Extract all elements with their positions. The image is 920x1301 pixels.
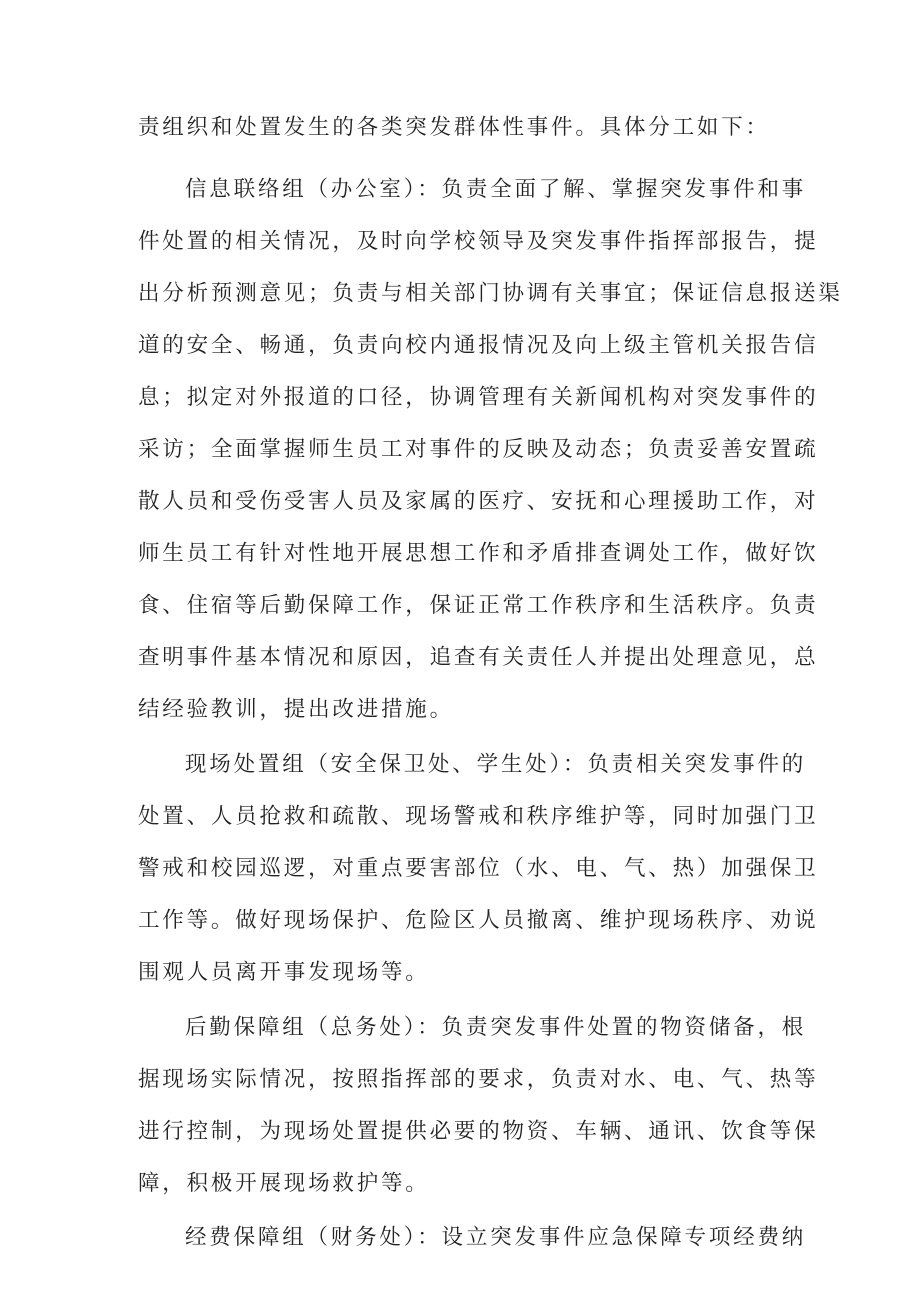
text-line: 结经验教训，提出改进措施。 [138,697,454,722]
text-line: 食、住宿等后勤保障工作，保证正常工作秩序和生活秩序。负责 [138,593,819,618]
text-line: 查明事件基本情况和原因，追查有关责任人并提出处理意见，总 [138,645,819,670]
text-line: 据现场实际情况，按照指挥部的要求，负责对水、电、气、热等 [138,1067,819,1092]
text-line: 工作等。做好现场保护、危险区人员撤离、维护现场秩序、劝说 [138,908,819,933]
text-line: 师生员工有针对性地开展思想工作和矛盾排查调处工作，做好饮 [138,541,819,566]
text-line: 息；拟定对外报道的口径，协调管理有关新闻机构对突发事件的 [138,385,819,410]
paragraph-xinxi-first-line: 信息联络组（办公室）：负责全面了解、掌握突发事件和事 [185,177,807,202]
text-line: 散人员和受伤受害人员及家属的医疗、安抚和心理援助工作，对 [138,489,819,514]
text-line: 责组织和处置发生的各类突发群体性事件。具体分工如下： [138,115,770,140]
text-line: 件处置的相关情况，及时向学校领导及突发事件指挥部报告，提 [138,229,819,254]
text-line: 处置、人员抢救和疏散、现场警戒和秩序维护等，同时加强门卫 [138,804,819,829]
text-line: 警戒和校园巡逻，对重点要害部位（水、电、气、热）加强保卫 [138,856,819,881]
paragraph-jingfei-first-line: 经费保障组（财务处）：设立突发事件应急保障专项经费纳 [185,1225,807,1250]
text-line: 道的安全、畅通，负责向校内通报情况及向上级主管机关报告信 [138,333,819,358]
paragraph-xianchang-first-line: 现场处置组（安全保卫处、学生处）：负责相关突发事件的 [185,752,807,777]
paragraph-houqin-first-line: 后勤保障组（总务处）：负责突发事件处置的物资储备，根 [185,1015,807,1040]
text-line: 障，积极开展现场救护等。 [138,1171,430,1196]
text-line: 围观人员离开事发现场等。 [138,960,430,985]
text-line: 出分析预测意见；负责与相关部门协调有关事宜；保证信息报送渠 [138,281,843,306]
text-line: 进行控制，为现场处置提供必要的物资、车辆、通讯、饮食等保 [138,1119,819,1144]
text-line: 采访；全面掌握师生员工对事件的反映及动态；负责妥善安置疏 [138,437,819,462]
